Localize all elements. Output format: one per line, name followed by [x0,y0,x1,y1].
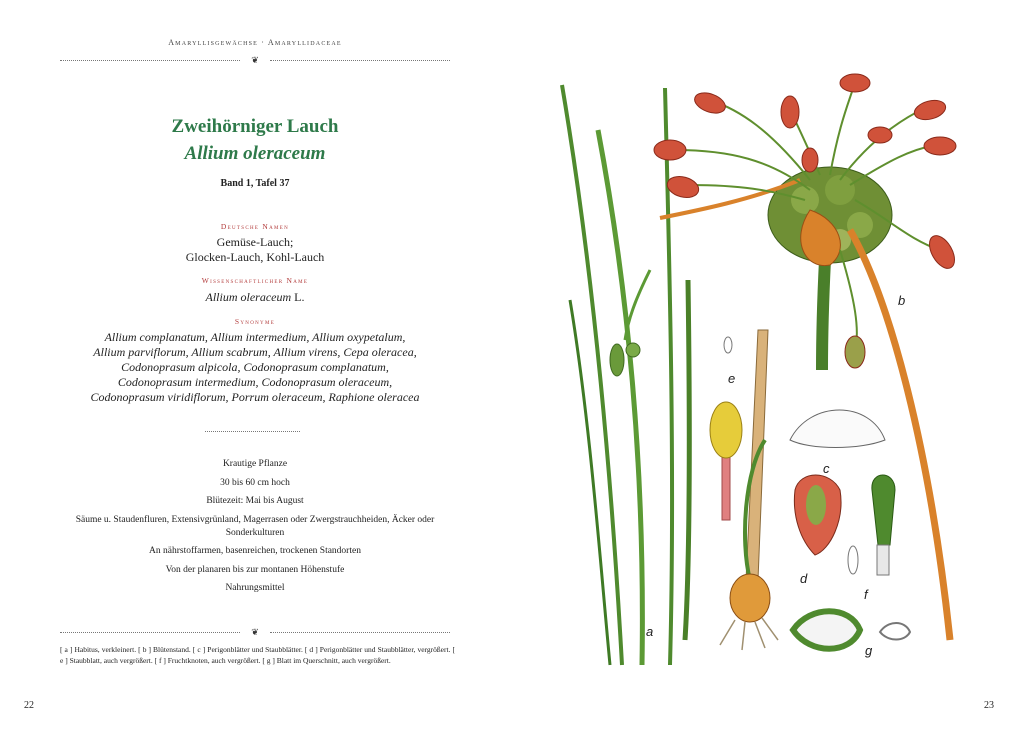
label-scientific-name: Wissenschaftlicher Name [201,276,309,285]
ovary [872,475,895,545]
fact-item: Von der planaren bis zur montanen Höhenstufe [165,564,345,575]
figure-legend: [ a ] Habitus, verkleinert. [ b ] Blütenstand. [ c ] Perigonblätter und Staubblätter. [ d ] Perigonblätter und Staubblätter, vergrößert. [ e ] Staubblatt, auch vergrößert. [ f ] Fruchtknoten, auch vergrößert. [ g ] Blatt im Querschnitt, auch vergrößert. [60,645,455,665]
stamen-anther [710,402,742,458]
fact-item: An nährstoffarmen, basenreichen, trockenen Standorten [149,546,361,556]
figure-label-b: b [898,293,906,308]
roots [720,618,778,650]
leaf [685,280,689,640]
plate-reference: Band 1, Tafel 37 [220,178,290,189]
fact-item: 30 bis 60 cm hoch [220,477,290,488]
leaf [570,300,610,665]
figure-label-a: a [646,624,654,639]
plant-facts [60,458,450,601]
german-names: Gemüse-Lauch; Glocken-Lauch, Kohl-Lauch [185,235,325,264]
botanical-illustration [510,0,1020,735]
ovary-base [877,545,889,575]
figure-label-g: g [865,643,873,658]
figure-label-c: c [823,461,830,476]
bulb [730,574,770,622]
ornament-icon: ❦ [251,55,259,65]
latin-title: Allium oleraceum [184,143,326,164]
ornament-icon: ❦ [251,627,259,637]
perigon-diagram [790,410,885,448]
right-page [510,0,1020,735]
small-stamen [724,337,732,353]
fact-item: Blütezeit: Mai bis August [206,496,304,506]
page-number-left: 22 [24,700,34,711]
page-number-right: 23 [984,700,994,711]
main-stem [822,260,825,370]
leaf [598,130,642,665]
fact-item: Säume u. Staudenfluren, Extensivgrünland, Magerrasen oder Zwergstrauchheiden, Äcker oder Sonderkulturen [75,514,435,538]
page-title: Zweihörniger Lauch [171,116,339,137]
label-german-names: Deutsche Namen [220,222,290,231]
leaf [665,88,672,665]
running-head: Amaryllisgewächse · Amaryllidaceae [168,38,342,47]
figure-label-f: f [864,587,868,602]
figure-label-d: d [800,571,808,586]
scientific-name: Allium oleraceum L. [205,290,305,304]
flower-section-inner [806,485,826,525]
leaf-cross-section-small [880,623,910,640]
small-bud [610,344,624,376]
small-ovary [848,546,858,574]
top-divider [60,55,450,65]
fact-item: Krautige Pflanze [222,459,288,469]
figure-label-e: e [728,371,736,386]
leaf [562,85,622,665]
bottom-divider [60,627,450,637]
synonyms: Allium complanatum, Allium intermedium, Allium oxypetalum, Allium parviflorum, Allium scabrum, Allium virens, Cepa oleracea, Codonoprasum alpicola, Codonoprasum complanatum, Codonoprasum intermedium, Codonoprasum oleraceum, Codonoprasum viridiflorum, Porrum oleraceum, Raphione oleracea [90,330,420,404]
section-divider [205,431,300,432]
label-synonyms: Synonyme [234,317,276,326]
leaf-cross-section [793,611,860,649]
fact-item: Nahrungsmittel [225,583,285,593]
small-bud-tip [626,343,640,357]
